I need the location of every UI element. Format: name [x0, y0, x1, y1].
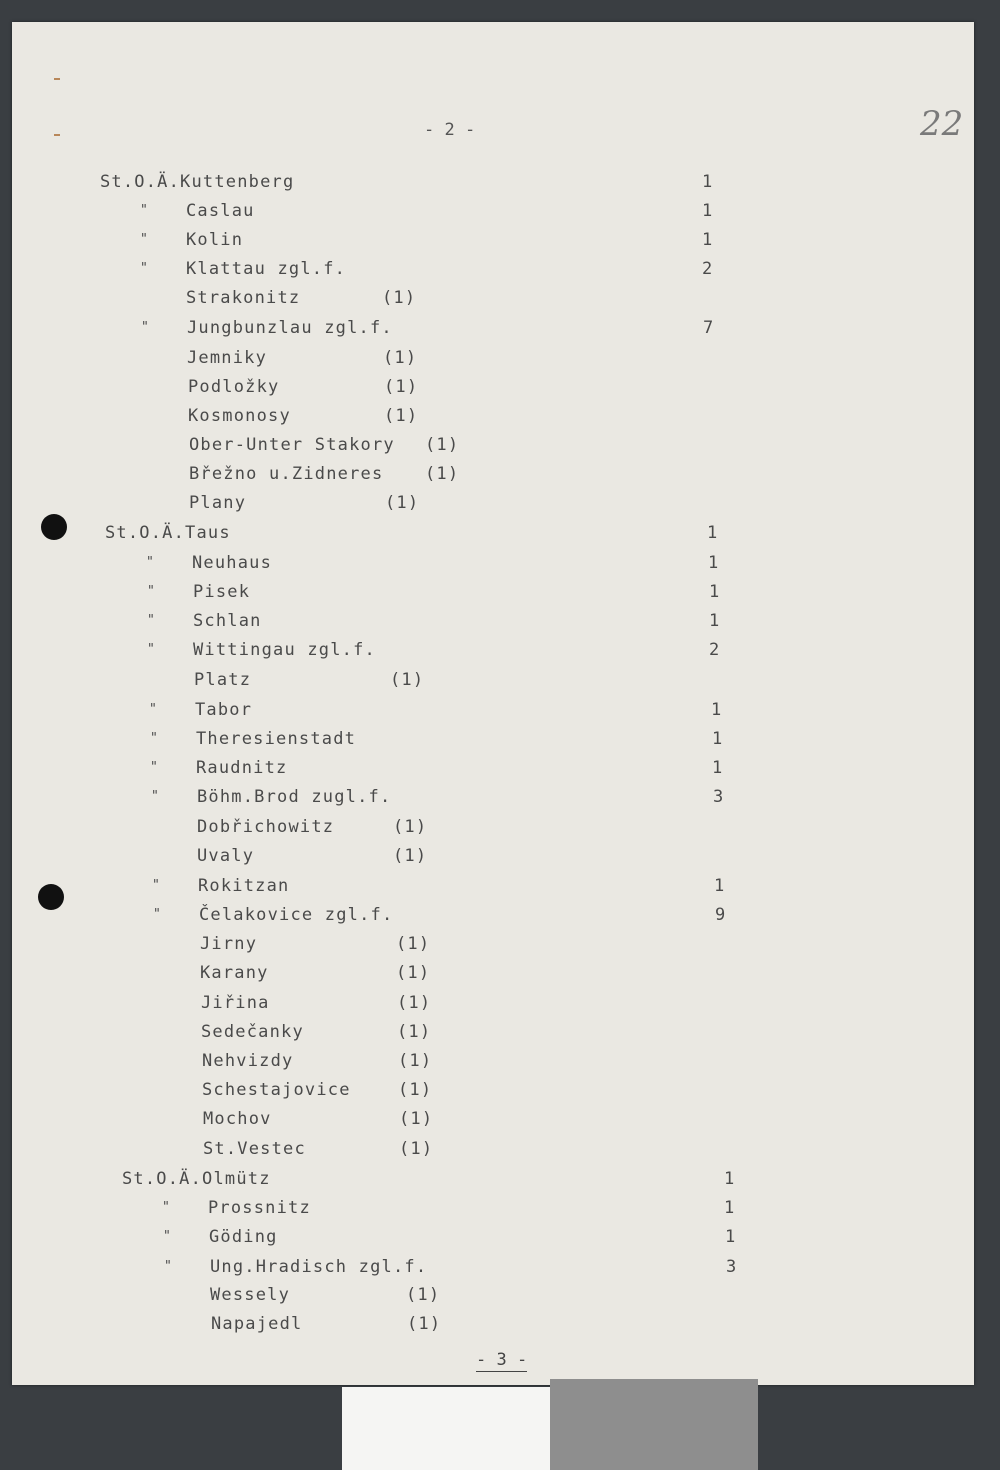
ditto-mark: "	[141, 320, 151, 335]
place-name: Jiřina	[201, 993, 270, 1013]
sub-count: (1)	[407, 1314, 442, 1334]
place-name: Napajedl	[211, 1314, 303, 1334]
ditto-mark: "	[146, 555, 156, 570]
margin-mark	[54, 134, 60, 136]
sub-count: (1)	[382, 288, 417, 308]
place-name: Tabor	[195, 700, 253, 720]
place-name: Schestajovice	[202, 1080, 351, 1100]
total-count: 1	[714, 876, 726, 896]
total-count: 1	[712, 729, 724, 749]
ditto-mark: "	[140, 261, 150, 276]
sub-count: (1)	[396, 963, 431, 983]
total-count: 1	[702, 201, 714, 221]
place-name: Uvaly	[197, 846, 255, 866]
punch-hole	[38, 884, 64, 910]
place-name: Podložky	[188, 377, 280, 397]
place-name: Wittingau zgl.f.	[193, 640, 376, 660]
total-count: 9	[715, 905, 727, 925]
place-name: Ober-Unter Stakory	[189, 435, 395, 455]
ditto-mark: "	[147, 584, 157, 599]
place-name: Kolin	[186, 230, 244, 250]
total-count: 1	[724, 1198, 736, 1218]
next-page-number: - 3 -	[476, 1350, 528, 1370]
sub-count: (1)	[384, 377, 419, 397]
place-name: Böhm.Brod zugl.f.	[197, 787, 392, 807]
place-name: Ung.Hradisch zgl.f.	[210, 1257, 428, 1277]
place-name: Břežno u.Zidneres	[189, 464, 384, 484]
place-name: Rokitzan	[198, 876, 290, 896]
sub-count: (1)	[425, 435, 460, 455]
margin-mark	[54, 78, 60, 80]
total-count: 1	[702, 172, 714, 192]
place-name: Karany	[200, 963, 269, 983]
place-name: Klattau zgl.f.	[186, 259, 347, 279]
ditto-mark: "	[140, 232, 150, 247]
scan-strip-white	[342, 1387, 550, 1470]
ditto-mark: "	[140, 203, 150, 218]
sub-count: (1)	[425, 464, 460, 484]
total-count: 1	[707, 523, 719, 543]
ditto-mark: "	[147, 613, 157, 628]
ditto-mark: "	[149, 702, 159, 717]
place-name: Sedečanky	[201, 1022, 304, 1042]
ditto-mark: "	[153, 907, 163, 922]
ditto-mark: "	[162, 1200, 172, 1215]
total-count: 1	[712, 758, 724, 778]
total-count: 1	[725, 1227, 737, 1247]
total-count: 1	[709, 582, 721, 602]
sub-count: (1)	[406, 1285, 441, 1305]
place-name: Wessely	[210, 1285, 291, 1305]
office-heading: St.O.Ä.Kuttenberg	[100, 172, 295, 192]
document-page	[12, 22, 974, 1385]
ditto-mark: "	[147, 642, 157, 657]
sub-count: (1)	[393, 846, 428, 866]
place-name: Göding	[209, 1227, 278, 1247]
total-count: 1	[711, 700, 723, 720]
sub-count: (1)	[384, 406, 419, 426]
sub-count: (1)	[385, 493, 420, 513]
ditto-mark: "	[164, 1259, 174, 1274]
place-name: Theresienstadt	[196, 729, 357, 749]
total-count: 7	[703, 318, 715, 338]
ditto-mark: "	[163, 1229, 173, 1244]
sub-count: (1)	[398, 1080, 433, 1100]
ditto-mark: "	[151, 789, 161, 804]
place-name: Jungbunzlau zgl.f.	[187, 318, 393, 338]
place-name: Jemniky	[187, 348, 268, 368]
total-count: 1	[702, 230, 714, 250]
folio-number: 22	[920, 104, 964, 144]
place-name: Pisek	[193, 582, 251, 602]
place-name: Kosmonosy	[188, 406, 291, 426]
punch-hole	[41, 514, 67, 540]
ditto-mark: "	[150, 760, 160, 775]
total-count: 1	[724, 1169, 736, 1189]
sub-count: (1)	[399, 1139, 434, 1159]
place-name: Nehvizdy	[202, 1051, 294, 1071]
sub-count: (1)	[390, 670, 425, 690]
sub-count: (1)	[393, 817, 428, 837]
place-name: Strakonitz	[186, 288, 301, 308]
place-name: Dobřichowitz	[197, 817, 335, 837]
scan-strip-gray	[550, 1379, 758, 1470]
sub-count: (1)	[398, 1051, 433, 1071]
place-name: Plany	[189, 493, 247, 513]
total-count: 3	[713, 787, 725, 807]
place-name: Neuhaus	[192, 553, 273, 573]
place-name: Caslau	[186, 201, 255, 221]
place-name: St.Vestec	[203, 1139, 306, 1159]
total-count: 1	[709, 611, 721, 631]
place-name: Prossnitz	[208, 1198, 311, 1218]
office-heading: St.O.Ä.Taus	[105, 523, 231, 543]
sub-count: (1)	[397, 1022, 432, 1042]
ditto-mark: "	[150, 731, 160, 746]
total-count: 1	[708, 553, 720, 573]
place-name: Raudnitz	[196, 758, 288, 778]
sub-count: (1)	[396, 934, 431, 954]
office-heading: St.O.Ä.Olmütz	[122, 1169, 271, 1189]
sub-count: (1)	[383, 348, 418, 368]
total-count: 3	[726, 1257, 738, 1277]
place-name: Jirny	[200, 934, 258, 954]
total-count: 2	[702, 259, 714, 279]
place-name: Schlan	[193, 611, 262, 631]
ditto-mark: "	[152, 878, 162, 893]
place-name: Platz	[194, 670, 252, 690]
place-name: Mochov	[203, 1109, 272, 1129]
page-number: - 2 -	[424, 120, 476, 140]
sub-count: (1)	[397, 993, 432, 1013]
place-name: Čelakovice zgl.f.	[199, 905, 394, 925]
sub-count: (1)	[399, 1109, 434, 1129]
total-count: 2	[709, 640, 721, 660]
